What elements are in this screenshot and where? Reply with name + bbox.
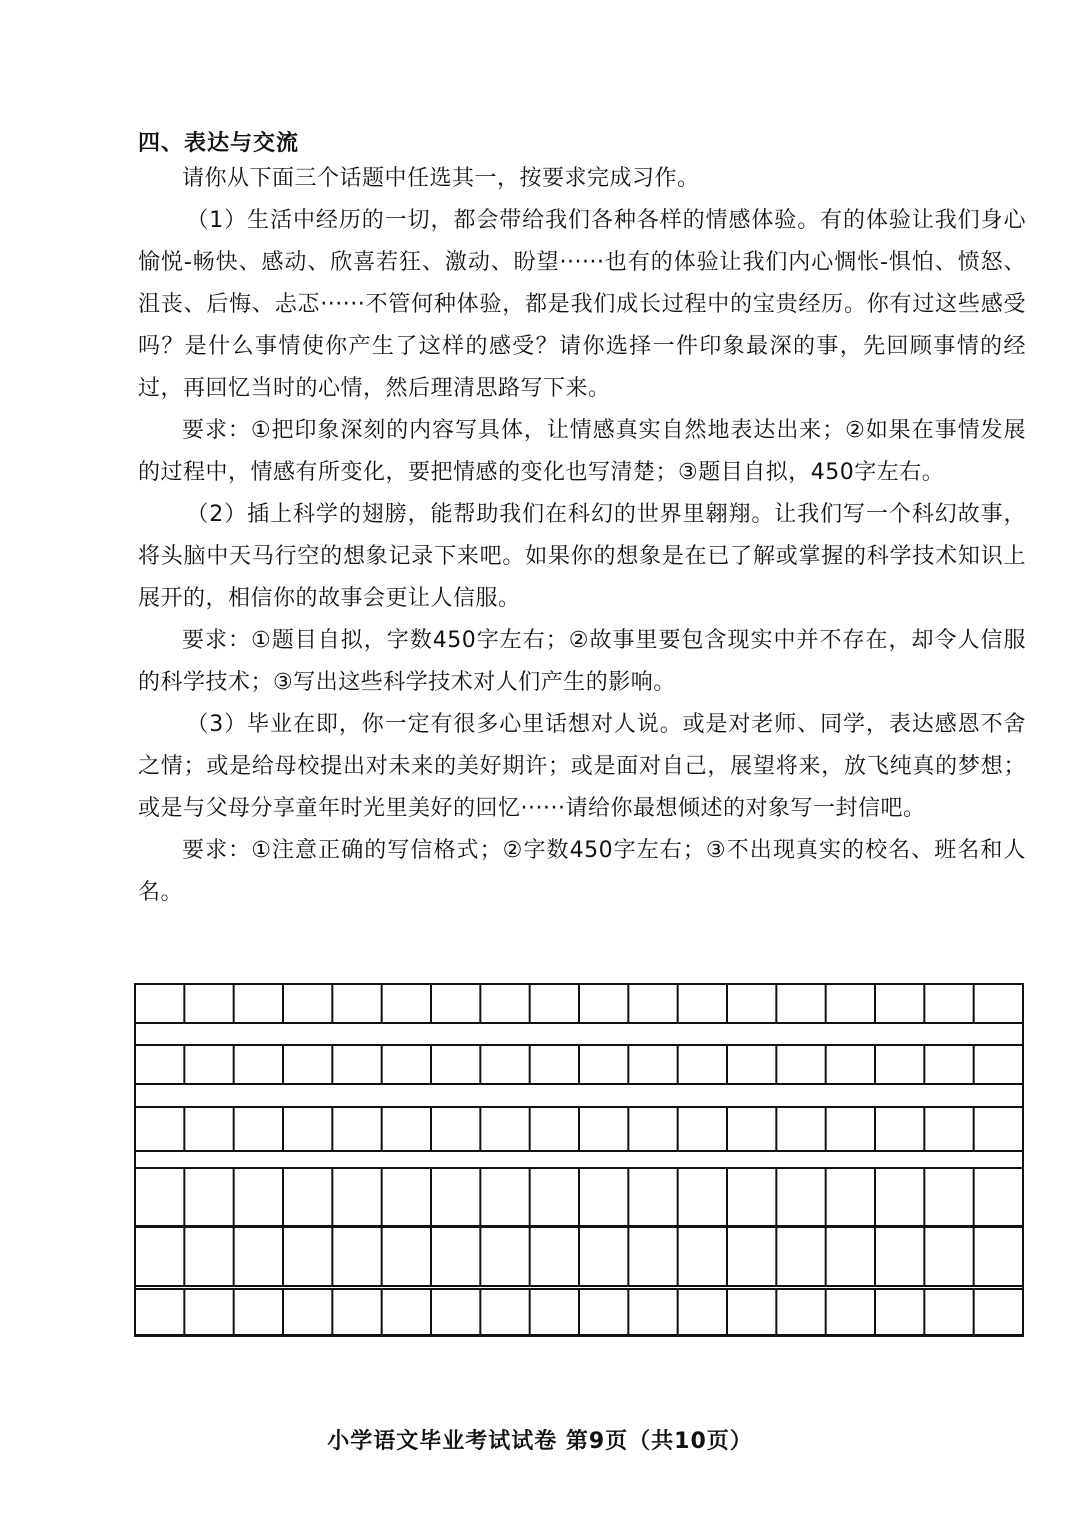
- section-title: 四、表达与交流: [138, 131, 300, 156]
- topic-2-text: （2）插上科学的翅膀，能帮助我们在科幻的世界里翱翔。让我们写一个科幻故事，将头脑中天马行空的想象记录下来吧。如果你的想象是在已了解或掌握的科学技术知识上展开的，相信你的故事会更让人信服。: [138, 502, 1026, 611]
- writing-grid-svg[interactable]: [134, 983, 1024, 1338]
- topic-2-requirement: 要求：①题目自拟，字数450字左右；②故事里要包含现实中并不存在，却令人信服的科学技术；③写出这些科学技术对人们产生的影响。: [138, 628, 1026, 695]
- topic-3-requirement: 要求：①注意正确的写信格式；②字数450字左右；③不出现真实的校名、班名和人名。: [138, 838, 1026, 905]
- essay-prompt: [138, 158, 1026, 914]
- topic-1-text: （1）生活中经历的一切，都会带给我们各种各样的情感体验。有的体验让我们身心愉悦-畅快、感动、欣喜若狂、激动、盼望······也有的体验让我们内心惆怅-惧怕、愤怒、沮丧、后悔、忐忑······不管何种体验，都是我们成长过程中的宝贵经历。你有过这些感受吗？是什么事情使你产生了这样的感受？请你选择一件印象最深的事，先回顾事情的经过，再回忆当时的心情，然后理清思路写下来。: [138, 208, 1026, 401]
- intro-text: 请你从下面三个话题中任选其一，按要求完成习作。: [182, 166, 700, 191]
- page-footer: 小学语文毕业考试试卷 第9页（共10页）: [327, 1429, 753, 1454]
- topic-3-text: （3）毕业在即，你一定有很多心里话想对人说。或是对老师、同学，表达感恩不舍之情；或是给母校提出对未来的美好期许；或是面对自己，展望将来，放飞纯真的梦想；或是与父母分享童年时光里美好的回忆······请给你最想倾述的对象写一封信吧。: [138, 712, 1026, 821]
- topic-1-requirement: 要求：①把印象深刻的内容写具体，让情感真实自然地表达出来；②如果在事情发展的过程中，情感有所变化，要把情感的变化也写清楚；③题目自拟，450字左右。: [138, 418, 1026, 485]
- writing-grid[interactable]: [134, 983, 1024, 1338]
